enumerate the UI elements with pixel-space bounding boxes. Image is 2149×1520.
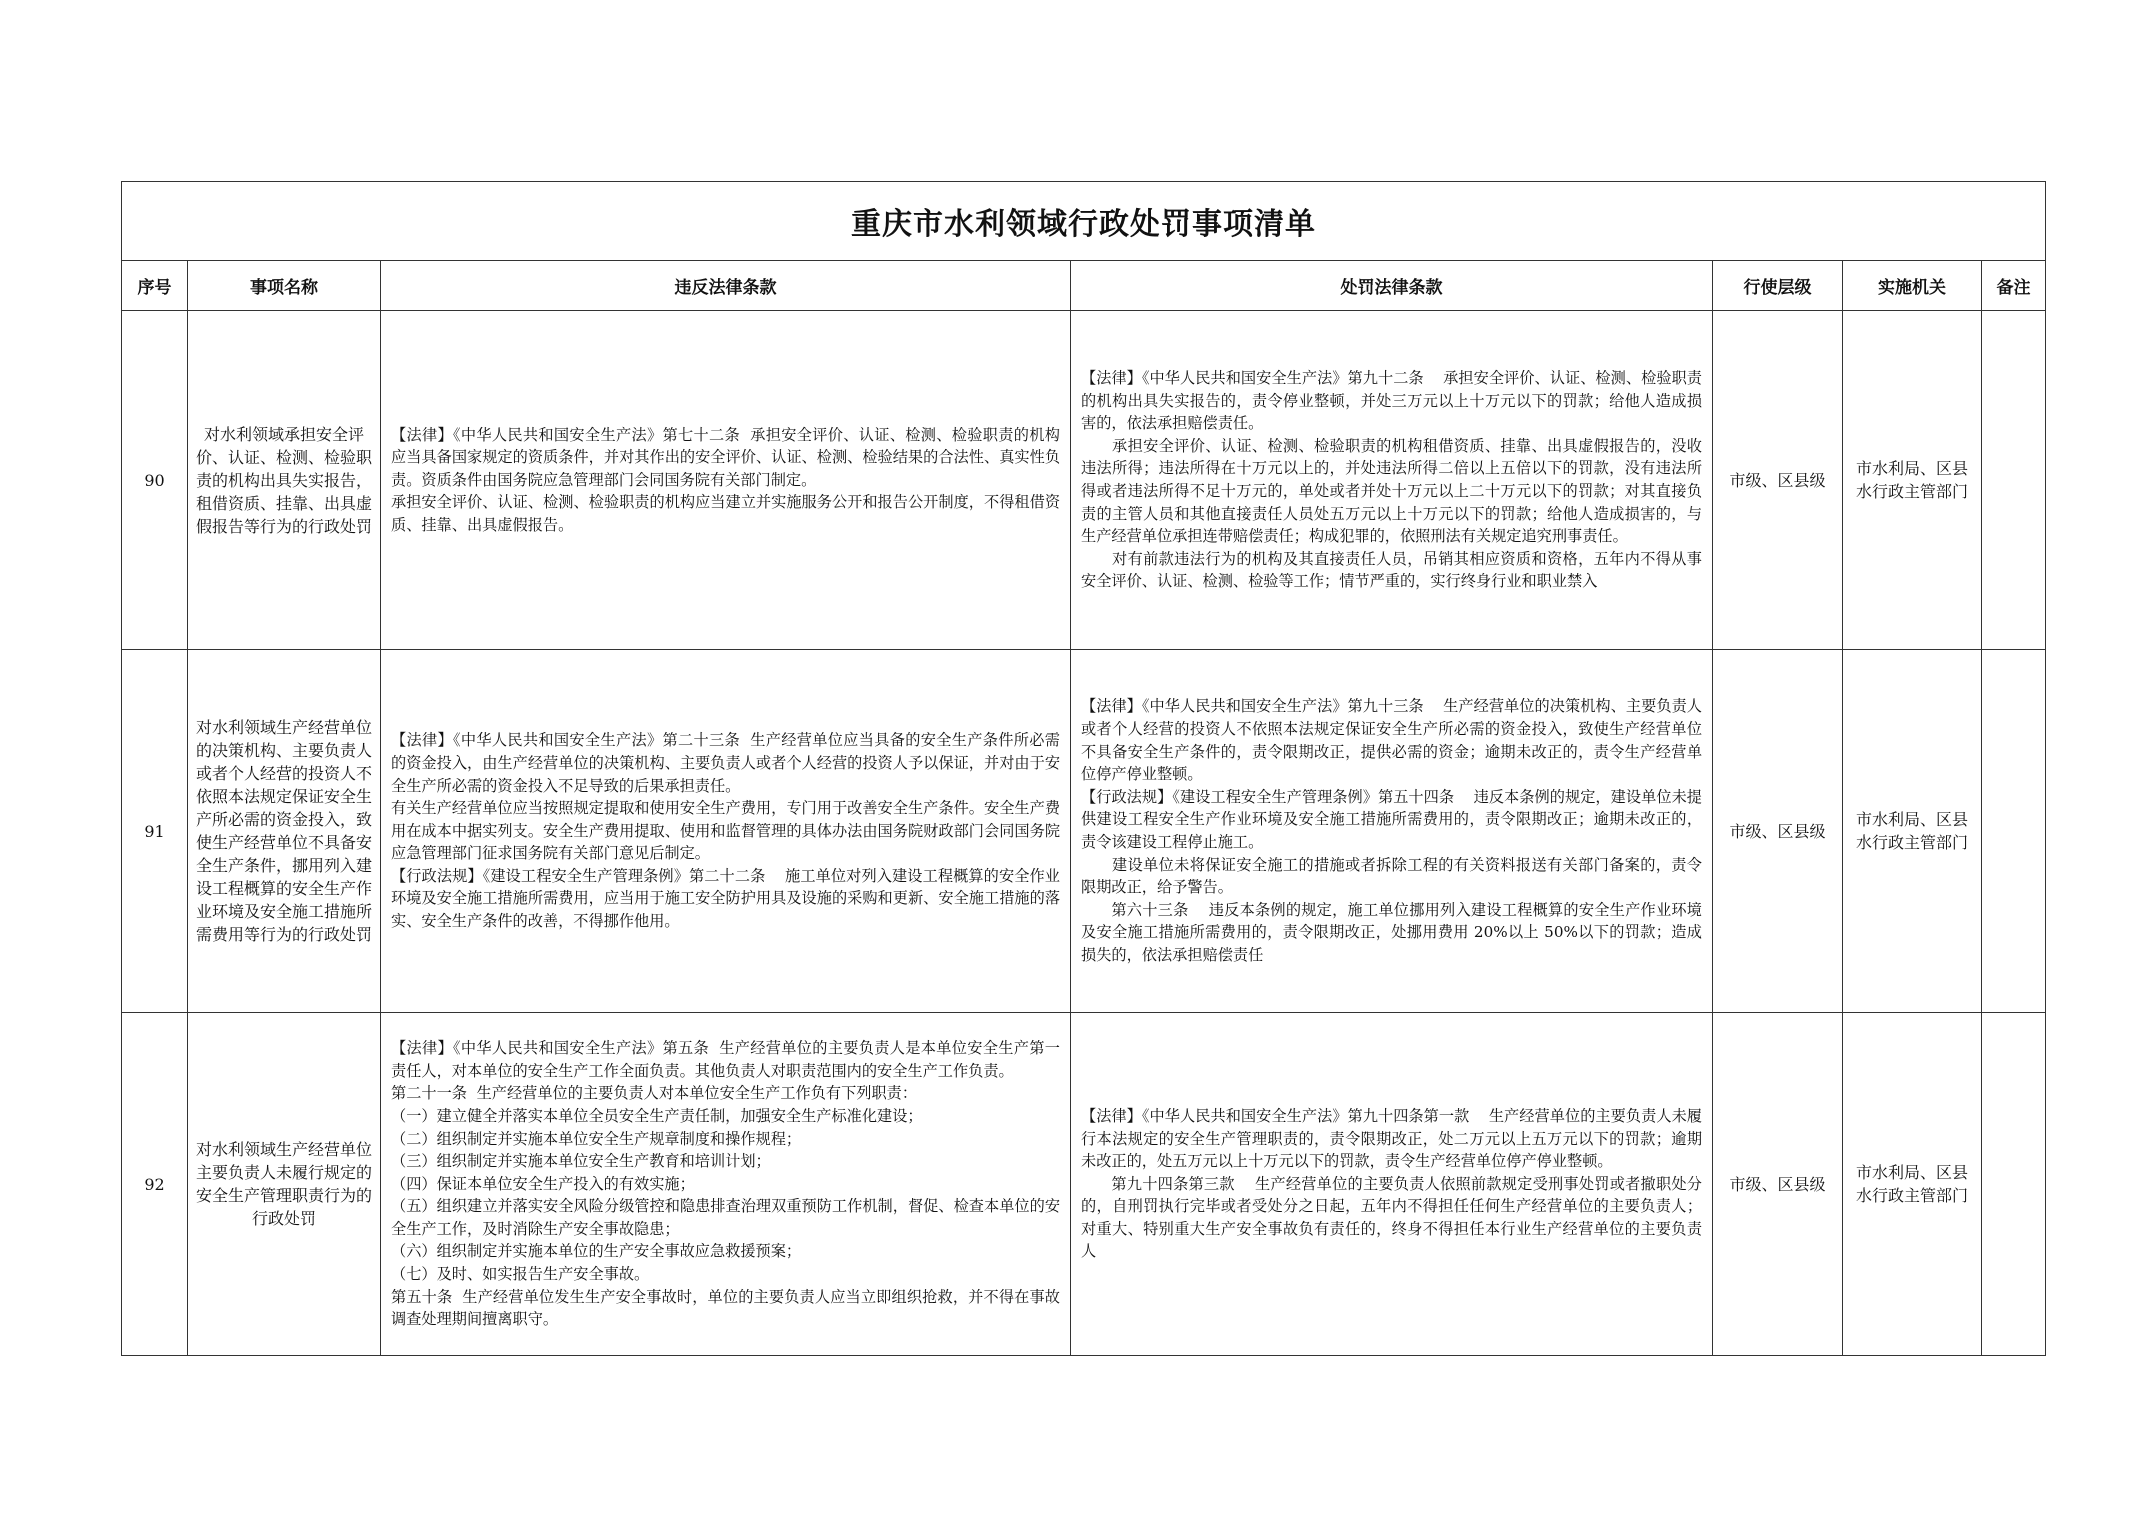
header-name: 事项名称 [188, 261, 381, 311]
row-seq: 90 [122, 311, 188, 650]
table-header-row [122, 261, 2046, 311]
table-row [122, 1013, 2046, 1356]
violation-paragraph: （一）建立健全并落实本单位全员安全生产责任制，加强安全生产标准化建设； [391, 1106, 923, 1125]
row-agency: 市水利局、区县水行政主管部门 [1843, 1013, 1982, 1356]
row-violation-clauses [381, 311, 1071, 650]
row-remark [1982, 311, 2046, 650]
penalty-paragraph: 【法律】《中华人民共和国安全生产法》第九十二条 承担安全评价、认证、检测、检验职责的机构出具失实报告的，责令停业整顿，并处三万元以上十万元以下的罚款；给他人造成损害的，依法承担赔偿责任。 [1081, 369, 1702, 433]
row-level: 市级、区县级 [1713, 1013, 1843, 1356]
header-seq: 序号 [122, 261, 188, 311]
penalty-paragraph: 第九十四条第三款 生产经营单位的主要负责人依照前款规定受刑事处罚或者撤职处分的，自刑罚执行完毕或者受处分之日起，五年内不得担任任何生产经营单位的主要负责人；对重大、特别重大生产安全事故负有责任的，终身不得担任本行业生产经营单位的主要负责人 [1081, 1174, 1702, 1261]
penalty-paragraph: 【法律】《中华人民共和国安全生产法》第九十三条 生产经营单位的决策机构、主要负责人或者个人经营的投资人不依照本法规定保证安全生产所必需的资金投入，致使生产经营单位不具备安全生产条件的，责令限期改正，提供必需的资金；逾期未改正的，责令生产经营单位停产停业整顿。 [1081, 697, 1702, 784]
row-seq: 91 [122, 650, 188, 1013]
violation-paragraph: （二）组织制定并实施本单位安全生产规章制度和操作规程； [391, 1129, 802, 1148]
violation-paragraph: 【行政法规】《建设工程安全生产管理条例》第二十二条 施工单位对列入建设工程概算的安全作业环境及安全施工措施所需费用，应当用于施工安全防护用具及设施的采购和更新、安全施工措施的落实、安全生产条件的改善，不得挪作他用。 [391, 866, 1060, 931]
row-item-name: 对水利领域生产经营单位主要负责人未履行规定的安全生产管理职责行为的行政处罚 [188, 1013, 381, 1356]
table-row [122, 650, 2046, 1013]
violation-paragraph: 第二十一条 生产经营单位的主要负责人对本单位安全生产工作负有下列职责： [391, 1084, 918, 1103]
penalty-paragraph: 【法律】《中华人民共和国安全生产法》第九十四条第一款 生产经营单位的主要负责人未履行本法规定的安全生产管理职责的，责令限期改正，处二万元以上五万元以下的罚款；逾期未改正的，处五万元以上十万元以下的罚款，责令生产经营单位停产停业整顿。 [1081, 1106, 1702, 1171]
violation-paragraph: （五）组织建立并落实安全风险分级管控和隐患排查治理双重预防工作机制，督促、检查本单位的安全生产工作，及时消除生产安全事故隐患； [391, 1197, 1060, 1238]
row-level: 市级、区县级 [1713, 311, 1843, 650]
row-agency: 市水利局、区县水行政主管部门 [1843, 311, 1982, 650]
penalty-paragraph: 建设单位未将保证安全施工的措施或者拆除工程的有关资料报送有关部门备案的，责令限期改正，给予警告。 [1081, 855, 1702, 897]
violation-paragraph: 【法律】《中华人民共和国安全生产法》第七十二条 承担安全评价、认证、检测、检验职责的机构应当具备国家规定的资质条件，并对其作出的安全评价、认证、检测、检验结果的合法性、真实性负责。资质条件由国务院应急管理部门会同国务院有关部门制定。 [391, 425, 1060, 489]
violation-paragraph: （七）及时、如实报告生产安全事故。 [391, 1265, 650, 1284]
violation-paragraph: 承担安全评价、认证、检测、检验职责的机构应当建立并实施服务公开和报告公开制度，不得租借资质、挂靠、出具虚假报告。 [391, 493, 1060, 534]
violation-paragraph: 【法律】《中华人民共和国安全生产法》第五条 生产经营单位的主要负责人是本单位安全生产第一责任人，对本单位的安全生产工作全面负责。其他负责人对职责范围内的安全生产工作负责。 [391, 1039, 1060, 1080]
row-item-name: 对水利领域承担安全评价、认证、检测、检验职责的机构出具失实报告，租借资质、挂靠、出具虚假报告等行为的行政处罚 [188, 311, 381, 650]
row-level: 市级、区县级 [1713, 650, 1843, 1013]
header-agency: 实施机关 [1843, 261, 1982, 311]
row-penalty-clauses [1071, 650, 1713, 1013]
row-seq: 92 [122, 1013, 188, 1356]
violation-paragraph: （三）组织制定并实施本单位安全生产教育和培训计划； [391, 1152, 771, 1171]
header-penalty: 处罚法律条款 [1071, 261, 1713, 311]
row-penalty-clauses [1071, 311, 1713, 650]
violation-paragraph: 【法律】《中华人民共和国安全生产法》第二十三条 生产经营单位应当具备的安全生产条件所必需的资金投入，由生产经营单位的决策机构、主要负责人或者个人经营的投资人予以保证，并对由于安全生产所必需的资金投入不足导致的后果承担责任。 [391, 731, 1060, 795]
row-penalty-clauses [1071, 1013, 1713, 1356]
violation-paragraph: 有关生产经营单位应当按照规定提取和使用安全生产费用，专门用于改善安全生产条件。安全生产费用在成本中据实列支。安全生产费用提取、使用和监督管理的具体办法由国务院财政部门会同国务院应急管理部门征求国务院有关部门意见后制定。 [391, 799, 1060, 863]
row-remark [1982, 650, 2046, 1013]
row-violation-clauses [381, 650, 1071, 1013]
document-title: 重庆市水利领域行政处罚事项清单 [122, 182, 2046, 261]
penalty-paragraph: 对有前款违法行为的机构及其直接责任人员，吊销其相应资质和资格，五年内不得从事安全评价、认证、检测、检验等工作；情节严重的，实行终身行业和职业禁入 [1081, 549, 1702, 591]
row-item-name: 对水利领域生产经营单位的决策机构、主要负责人或者个人经营的投资人不依照本法规定保证安全生产所必需的资金投入，致使生产经营单位不具备安全生产条件，挪用列入建设工程概算的安全生产作业环境及安全施工措施所需费用等行为的行政处罚 [188, 650, 381, 1013]
penalty-paragraph: 承担安全评价、认证、检测、检验职责的机构租借资质、挂靠、出具虚假报告的，没收违法所得；违法所得在十万元以上的，并处违法所得二倍以上五倍以下的罚款，没有违法所得或者违法所得不足十万元的，单处或者并处十万元以上二十万元以下的罚款；对其直接负责的主管人员和其他直接责任人员处五万元以上十万元以下的罚款；给他人造成损害的，与生产经营单位承担连带赔偿责任；构成犯罪的，依照刑法有关规定追究刑事责任。 [1081, 436, 1702, 546]
row-agency: 市水利局、区县水行政主管部门 [1843, 650, 1982, 1013]
row-violation-clauses [381, 1013, 1071, 1356]
header-level: 行使层级 [1713, 261, 1843, 311]
penalty-list-table [121, 181, 2046, 1356]
header-violation: 违反法律条款 [381, 261, 1071, 311]
violation-paragraph: （六）组织制定并实施本单位的生产安全事故应急救援预案； [391, 1242, 802, 1261]
penalty-paragraph: 第六十三条 违反本条例的规定，施工单位挪用列入建设工程概算的安全生产作业环境及安全施工措施所需费用的，责令限期改正，处挪用费用 20%以上 50%以下的罚款；造成损失的，依法承担赔偿责任 [1081, 900, 1702, 964]
violation-paragraph: 第五十条 生产经营单位发生生产安全事故时，单位的主要负责人应当立即组织抢救，并不得在事故调查处理期间擅离职守。 [391, 1287, 1060, 1329]
row-remark [1982, 1013, 2046, 1356]
violation-paragraph: （四）保证本单位安全生产投入的有效实施； [391, 1174, 695, 1193]
penalty-paragraph: 【行政法规】《建设工程安全生产管理条例》第五十四条 违反本条例的规定，建设单位未提供建设工程安全生产作业环境及安全施工措施所需费用的，责令限期改正；逾期未改正的，责令该建设工程停止施工。 [1081, 787, 1702, 851]
table-row [122, 311, 2046, 650]
header-remark: 备注 [1982, 261, 2046, 311]
